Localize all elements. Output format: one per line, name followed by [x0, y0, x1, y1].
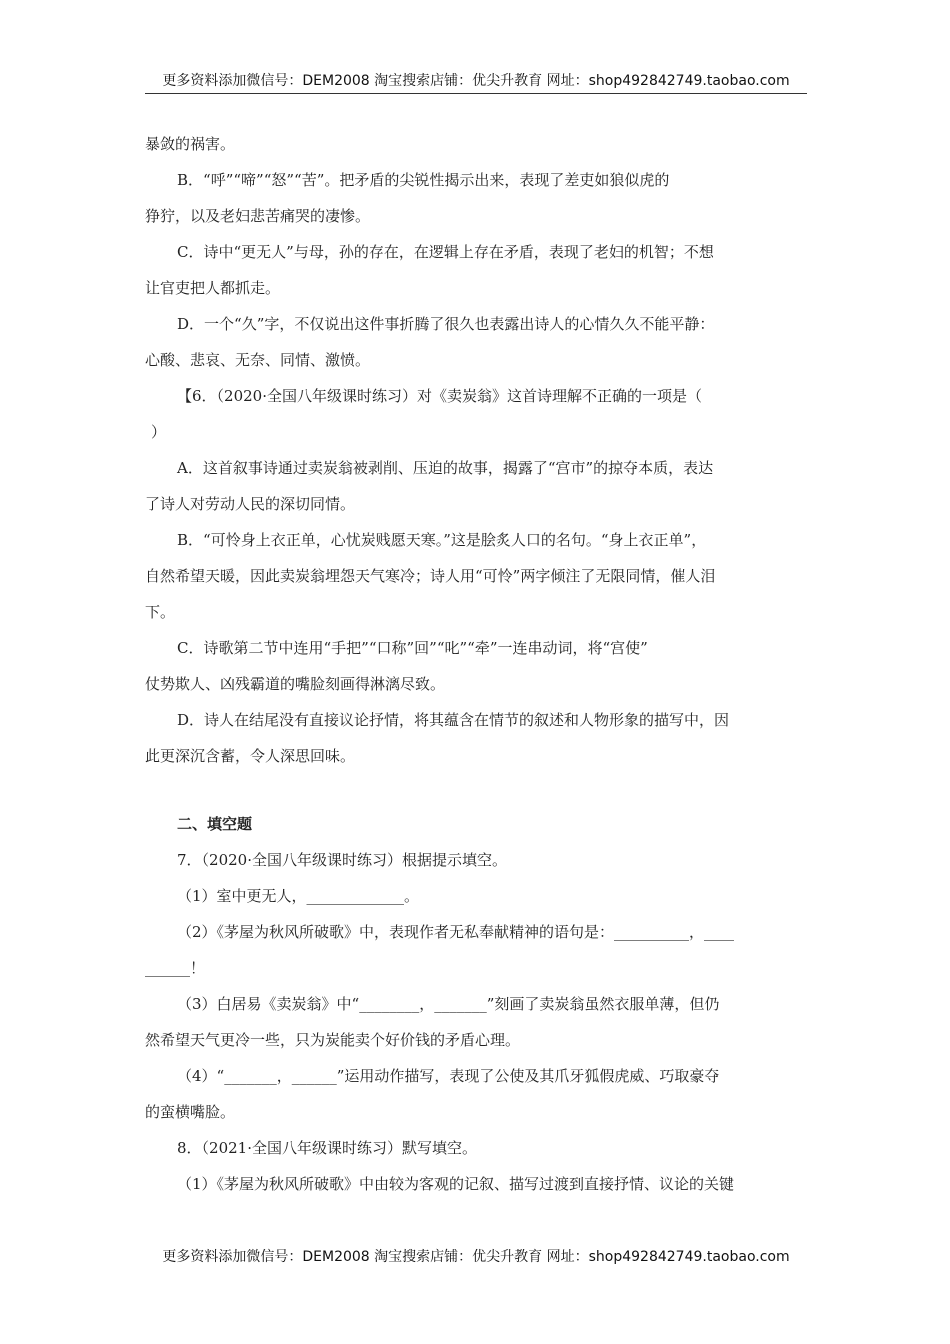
q7-sub-4: （4）“_______，______”运用动作描写，表现了公使及其爪牙狐假虎威、巧取豪夺 [177, 1067, 720, 1085]
q8-sub-1: （1）《茅屋为秋风所破歌》中由较为客观的记叙、描写过渡到直接抒情、议论的关键 [177, 1175, 735, 1193]
q6-option-b: B．“可怜身上衣正单，心忧炭贱愿天寒。”这是脍炙人口的名句。“身上衣正单”， [177, 531, 707, 549]
q6-option-a: A．这首叙事诗通过卖炭翁被剥削、压迫的故事，揭露了“宫市”的掠夺本质，表达 [177, 459, 714, 477]
question-7 [145, 842, 807, 1130]
q5-option-d: D．一个“久”字，不仅说出这件事折腾了很久也表露出诗人的心情久久不能平静： [177, 315, 715, 333]
q6-option-b-cont2: 下。 [145, 603, 176, 621]
document-body [145, 126, 807, 1202]
q6-option-a-cont: 了诗人对劳动人民的深切同情。 [145, 495, 356, 513]
q6-option-b-cont: 自然希望天暖，因此卖炭翁埋怨天气寒冷；诗人用“可怜”两字倾注了无限同情，催人泪 [145, 567, 716, 585]
q6-option-d-cont: 此更深沉含蓄，令人深思回味。 [145, 747, 356, 765]
q7-sub-2: （2）《茅屋为秋风所破歌》中，表现作者无私奉献精神的语句是：__________，____ [177, 923, 735, 941]
q5-option-c-cont: 让官吏把人都抓走。 [145, 279, 281, 297]
q7-sub-3-cont: 然希望天气更冷一些，只为炭能卖个好价钱的矛盾心理。 [145, 1031, 521, 1049]
q5-stem-tail: 暴敛的祸害。 [145, 135, 236, 153]
page-header: 更多资料添加微信号：DEM2008 淘宝搜索店铺：优尖升教育 网址：shop492842749.taobao.com [145, 70, 807, 94]
q7-sub-2-cont: ______！ [145, 959, 206, 977]
question-6 [145, 378, 807, 774]
q6-option-c: C．诗歌第二节中连用“手把”“口称”回”“叱”“牵”一连串动词，将“宫使” [177, 639, 648, 657]
q7-sub-1: （1）室中更无人，_____________。 [177, 887, 420, 905]
q6-option-d: D．诗人在结尾没有直接议论抒情，将其蕴含在情节的叙述和人物形象的描写中，因 [177, 711, 730, 729]
q6-stem: 【6．（2020·全国八年级课时练习）对《卖炭翁》这首诗理解不正确的一项是（ [177, 387, 702, 405]
q7-sub-3: （3）白居易《卖炭翁》中“________，_______”刻画了卖炭翁虽然衣服单薄，但仍 [177, 995, 720, 1013]
page-footer: 更多资料添加微信号：DEM2008 淘宝搜索店铺：优尖升教育 网址：shop492842749.taobao.com [162, 1249, 790, 1265]
q5-option-b: B．“呼”“啼”“怒”“苦”。把矛盾的尖锐性揭示出来，表现了差吏如狼似虎的 [177, 171, 670, 189]
section-title-fill-in: 二、填空题 [177, 815, 253, 833]
q7-stem: 7．（2020·全国八年级课时练习）根据提示填空。 [177, 851, 507, 869]
q6-stem-cont: ） [151, 423, 167, 441]
q5-option-c: C．诗中“更无人”与母，孙的存在，在逻辑上存在矛盾，表现了老妇的机智；不想 [177, 243, 714, 261]
q5-option-d-cont: 心酸、悲哀、无奈、同情、激愤。 [145, 351, 371, 369]
q7-sub-4-cont: 的蛮横嘴脸。 [145, 1103, 236, 1121]
q8-stem: 8．（2021·全国八年级课时练习）默写填空。 [177, 1139, 477, 1157]
q6-option-c-cont: 仗势欺人、凶残霸道的嘴脸刻画得淋漓尽致。 [145, 675, 446, 693]
q5-option-b-cont: 狰狞，以及老妇悲苦痛哭的凄惨。 [145, 207, 371, 225]
question-5-continuation [145, 126, 807, 378]
question-8 [145, 1130, 807, 1202]
